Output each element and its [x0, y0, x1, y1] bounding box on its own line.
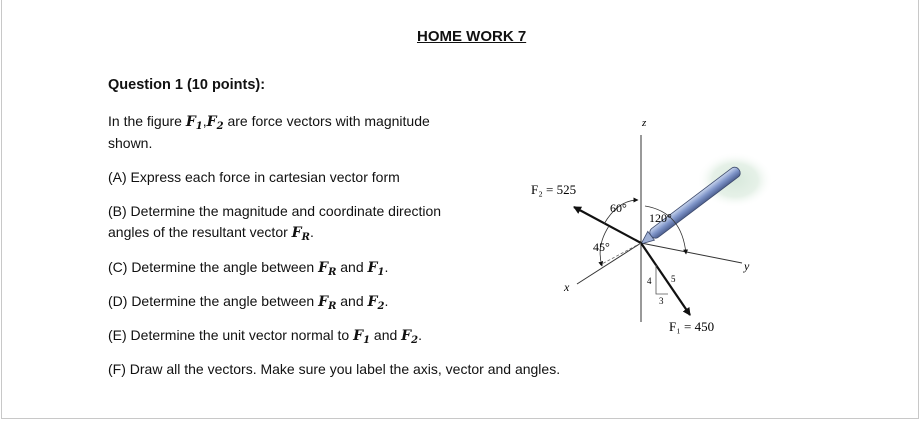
fr-symbol: F [291, 225, 302, 241]
f2-symbol: F [401, 328, 412, 344]
f2-magnitude-label: F₂ = 525 [531, 182, 577, 197]
part-f: (F) Draw all the vectors. Make sure you label the axis, vector and angles. [108, 361, 561, 377]
y-axis [641, 243, 742, 263]
part-e-text: (E) Determine the unit vector normal to [108, 327, 354, 343]
force-vector-figure [520, 105, 800, 345]
part-c-text: (C) Determine the angle between [108, 259, 319, 275]
and-text: and [336, 259, 368, 275]
period: . [309, 224, 314, 240]
intro-text: In the figure [108, 113, 186, 129]
f2-vector [574, 207, 641, 243]
part-b-line-1: (B) Determine the magnitude and coordinate direction [108, 203, 442, 219]
f2-symbol: F [367, 294, 378, 310]
triangle-side-5: 5 [671, 274, 676, 284]
f1-subscript: 1 [363, 335, 371, 346]
f1-symbol: F [367, 260, 378, 276]
period: . [418, 327, 422, 343]
axis-y-label: y [744, 259, 750, 273]
f2-subscript: 2 [377, 301, 385, 312]
period: . [384, 259, 389, 275]
f1-magnitude-label: F₁ = 450 [669, 319, 715, 334]
f2-symbol: F [206, 114, 217, 130]
part-e [108, 327, 422, 346]
angle-60-label: 60° [610, 201, 627, 215]
fr-subscript: R [328, 301, 337, 312]
intro-line-2: shown. [108, 135, 153, 151]
triangle-side-4: 4 [647, 276, 652, 286]
question-heading: Question 1 (10 points): [108, 77, 266, 93]
angle-45-label: 45° [593, 240, 610, 254]
axis-x-label: x [564, 280, 570, 294]
part-a: (A) Express each force in cartesian vector form [108, 169, 400, 185]
part-d-text: (D) Determine the angle between [108, 293, 319, 309]
triangle-side-3: 3 [659, 296, 664, 306]
f1-symbol: F [185, 114, 196, 130]
fr-symbol: F [318, 294, 329, 310]
page-title: HOME WORK 7 [417, 28, 527, 45]
intro-line-1 [108, 113, 430, 132]
part-d [108, 293, 388, 312]
axis-z-label: z [642, 117, 647, 129]
f1-symbol: F [353, 328, 364, 344]
fr-subscript: R [301, 232, 310, 243]
period: . [384, 293, 389, 309]
and-text: and [370, 327, 402, 343]
f2-subscript: 2 [216, 121, 224, 132]
angle-120-label: 120° [649, 211, 672, 225]
comma: , [202, 113, 207, 129]
fr-subscript: R [328, 267, 337, 278]
fr-symbol: F [318, 260, 329, 276]
part-b-line-2 [108, 224, 314, 243]
f1-subscript: 1 [195, 121, 203, 132]
intro-text-end: are force vectors with magnitude [223, 113, 430, 129]
and-text: and [336, 293, 368, 309]
f1-subscript: 1 [377, 267, 385, 278]
part-b-text: angles of the resultant vector [108, 224, 292, 240]
part-c [108, 259, 388, 278]
f2-subscript: 2 [411, 335, 419, 346]
